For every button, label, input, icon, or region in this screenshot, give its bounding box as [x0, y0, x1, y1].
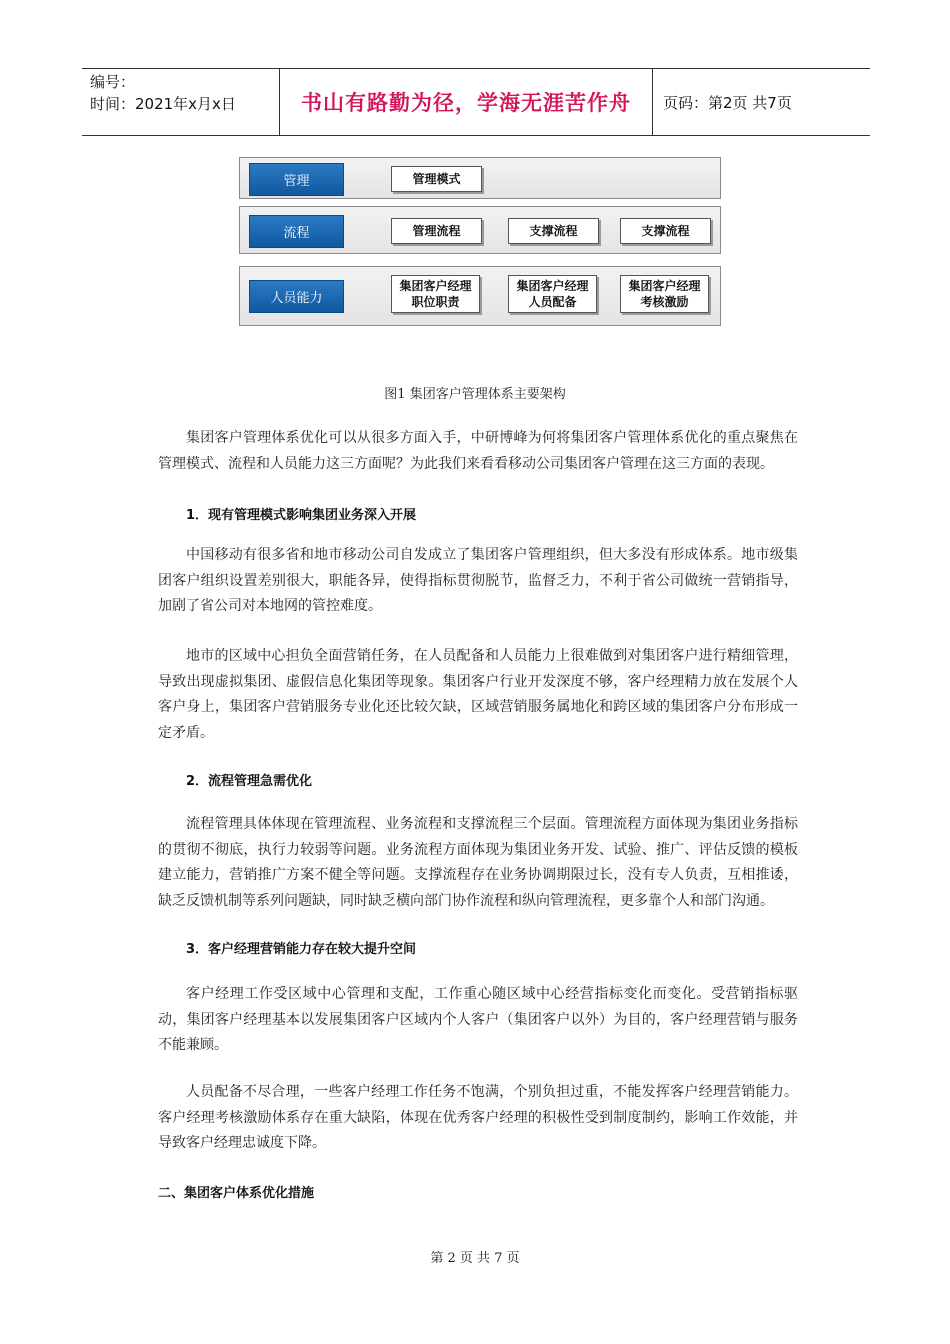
time-label: 时间：2021年x月x日 — [90, 95, 236, 113]
section-1-paragraph-2: 地市的区域中心担负全面营销任务，在人员配备和人员能力上很难做到对集团客户进行精细管理，导致出现虚拟集团、虚假信息化集团等现象。集团客户行业开发深度不够，客户经理精力放在发展个人客户身上，集团客户营销服务专业化还比较欠缺，区域营销服务属地化和跨区域的集团客户分布形成一定矛盾。 — [158, 648, 798, 741]
intro-paragraph: 集团客户管理体系优化可以从很多方面入手，中研博峰为何将集团客户管理体系优化的重点聚焦在管理模式、流程和人员能力这三方面呢？为此我们来看看移动公司集团客户管理在这三方面的表现。 — [158, 430, 798, 472]
header-page-info: 页码：第2页 共7页 — [663, 93, 792, 112]
figure-box: 集团客户经理考核激励 — [620, 275, 709, 313]
section-3-paragraph-1: 客户经理工作受区域中心管理和支配，工作重心随区域中心经营指标变化而变化。受营销指标驱动，集团客户经理基本以发展集团客户区域内个人客户（集团客户以外）为目的，客户经理营销与服务不能兼顾。 — [158, 986, 798, 1054]
section-2-paragraph: 流程管理具体体现在管理流程、业务流程和支撑流程三个层面。管理流程方面体现为集团业务指标的贯彻不彻底，执行力较弱等问题。业务流程方面体现为集团业务开发、试验、推广、评估反馈的模板建立能力，营销推广方案不健全等问题。支撑流程存在业务协调期限过长，没有专人负责，互相推诿，缺乏反馈机制等系列问题缺，同时缺乏横向部门协作流程和纵向管理流程，更多靠个人和部门沟通。 — [158, 816, 798, 909]
row-tag: 管理 — [249, 163, 344, 196]
header-meta — [82, 69, 280, 135]
figure-row-process — [239, 206, 721, 254]
section-1-paragraph-1: 中国移动有很多省和地市移动公司自发成立了集团客户管理组织，但大多没有形成体系。地市级集团客户组织设置差别很大，职能各异，使得指标贯彻脱节，监督乏力，不利于省公司做统一营销指导，加剧了省公司对本地网的管控难度。 — [158, 547, 798, 615]
figure-box: 集团客户经理职位职责 — [391, 275, 480, 313]
section-1-heading: 1．现有管理模式影响集团业务深入开展 — [186, 508, 417, 523]
figure-box: 管理模式 — [391, 166, 482, 192]
page-footer: 第 2 页 共 7 页 — [430, 1251, 520, 1266]
row-tag: 人员能力 — [249, 280, 344, 313]
figure-box: 支撑流程 — [508, 218, 599, 244]
section-3-heading: 3．客户经理营销能力存在较大提升空间 — [186, 942, 417, 957]
figure-box: 集团客户经理人员配备 — [508, 275, 597, 313]
page-header — [82, 68, 870, 136]
figure-row-management — [239, 157, 721, 199]
figure-box: 管理流程 — [391, 218, 482, 244]
row-tag: 流程 — [249, 215, 344, 248]
header-motto: 书山有路勤为径，学海无涯苦作舟 — [280, 69, 653, 135]
figure-box: 支撑流程 — [620, 218, 711, 244]
architecture-figure — [239, 154, 723, 328]
figure-row-capability — [239, 266, 721, 326]
figure-caption: 图1 集团客户管理体系主要架构 — [384, 387, 566, 402]
number-label: 编号： — [90, 73, 136, 91]
section-2-heading: 2．流程管理急需优化 — [186, 774, 313, 789]
part-2-heading: 二、集团客户体系优化措施 — [158, 1186, 315, 1201]
section-3-paragraph-2: 人员配备不尽合理，一些客户经理工作任务不饱满，个别负担过重，不能发挥客户经理营销能力。客户经理考核激励体系存在重大缺陷，体现在优秀客户经理的积极性受到制度制约，影响工作效能，并导致客户经理忠诚度下降。 — [158, 1084, 798, 1152]
